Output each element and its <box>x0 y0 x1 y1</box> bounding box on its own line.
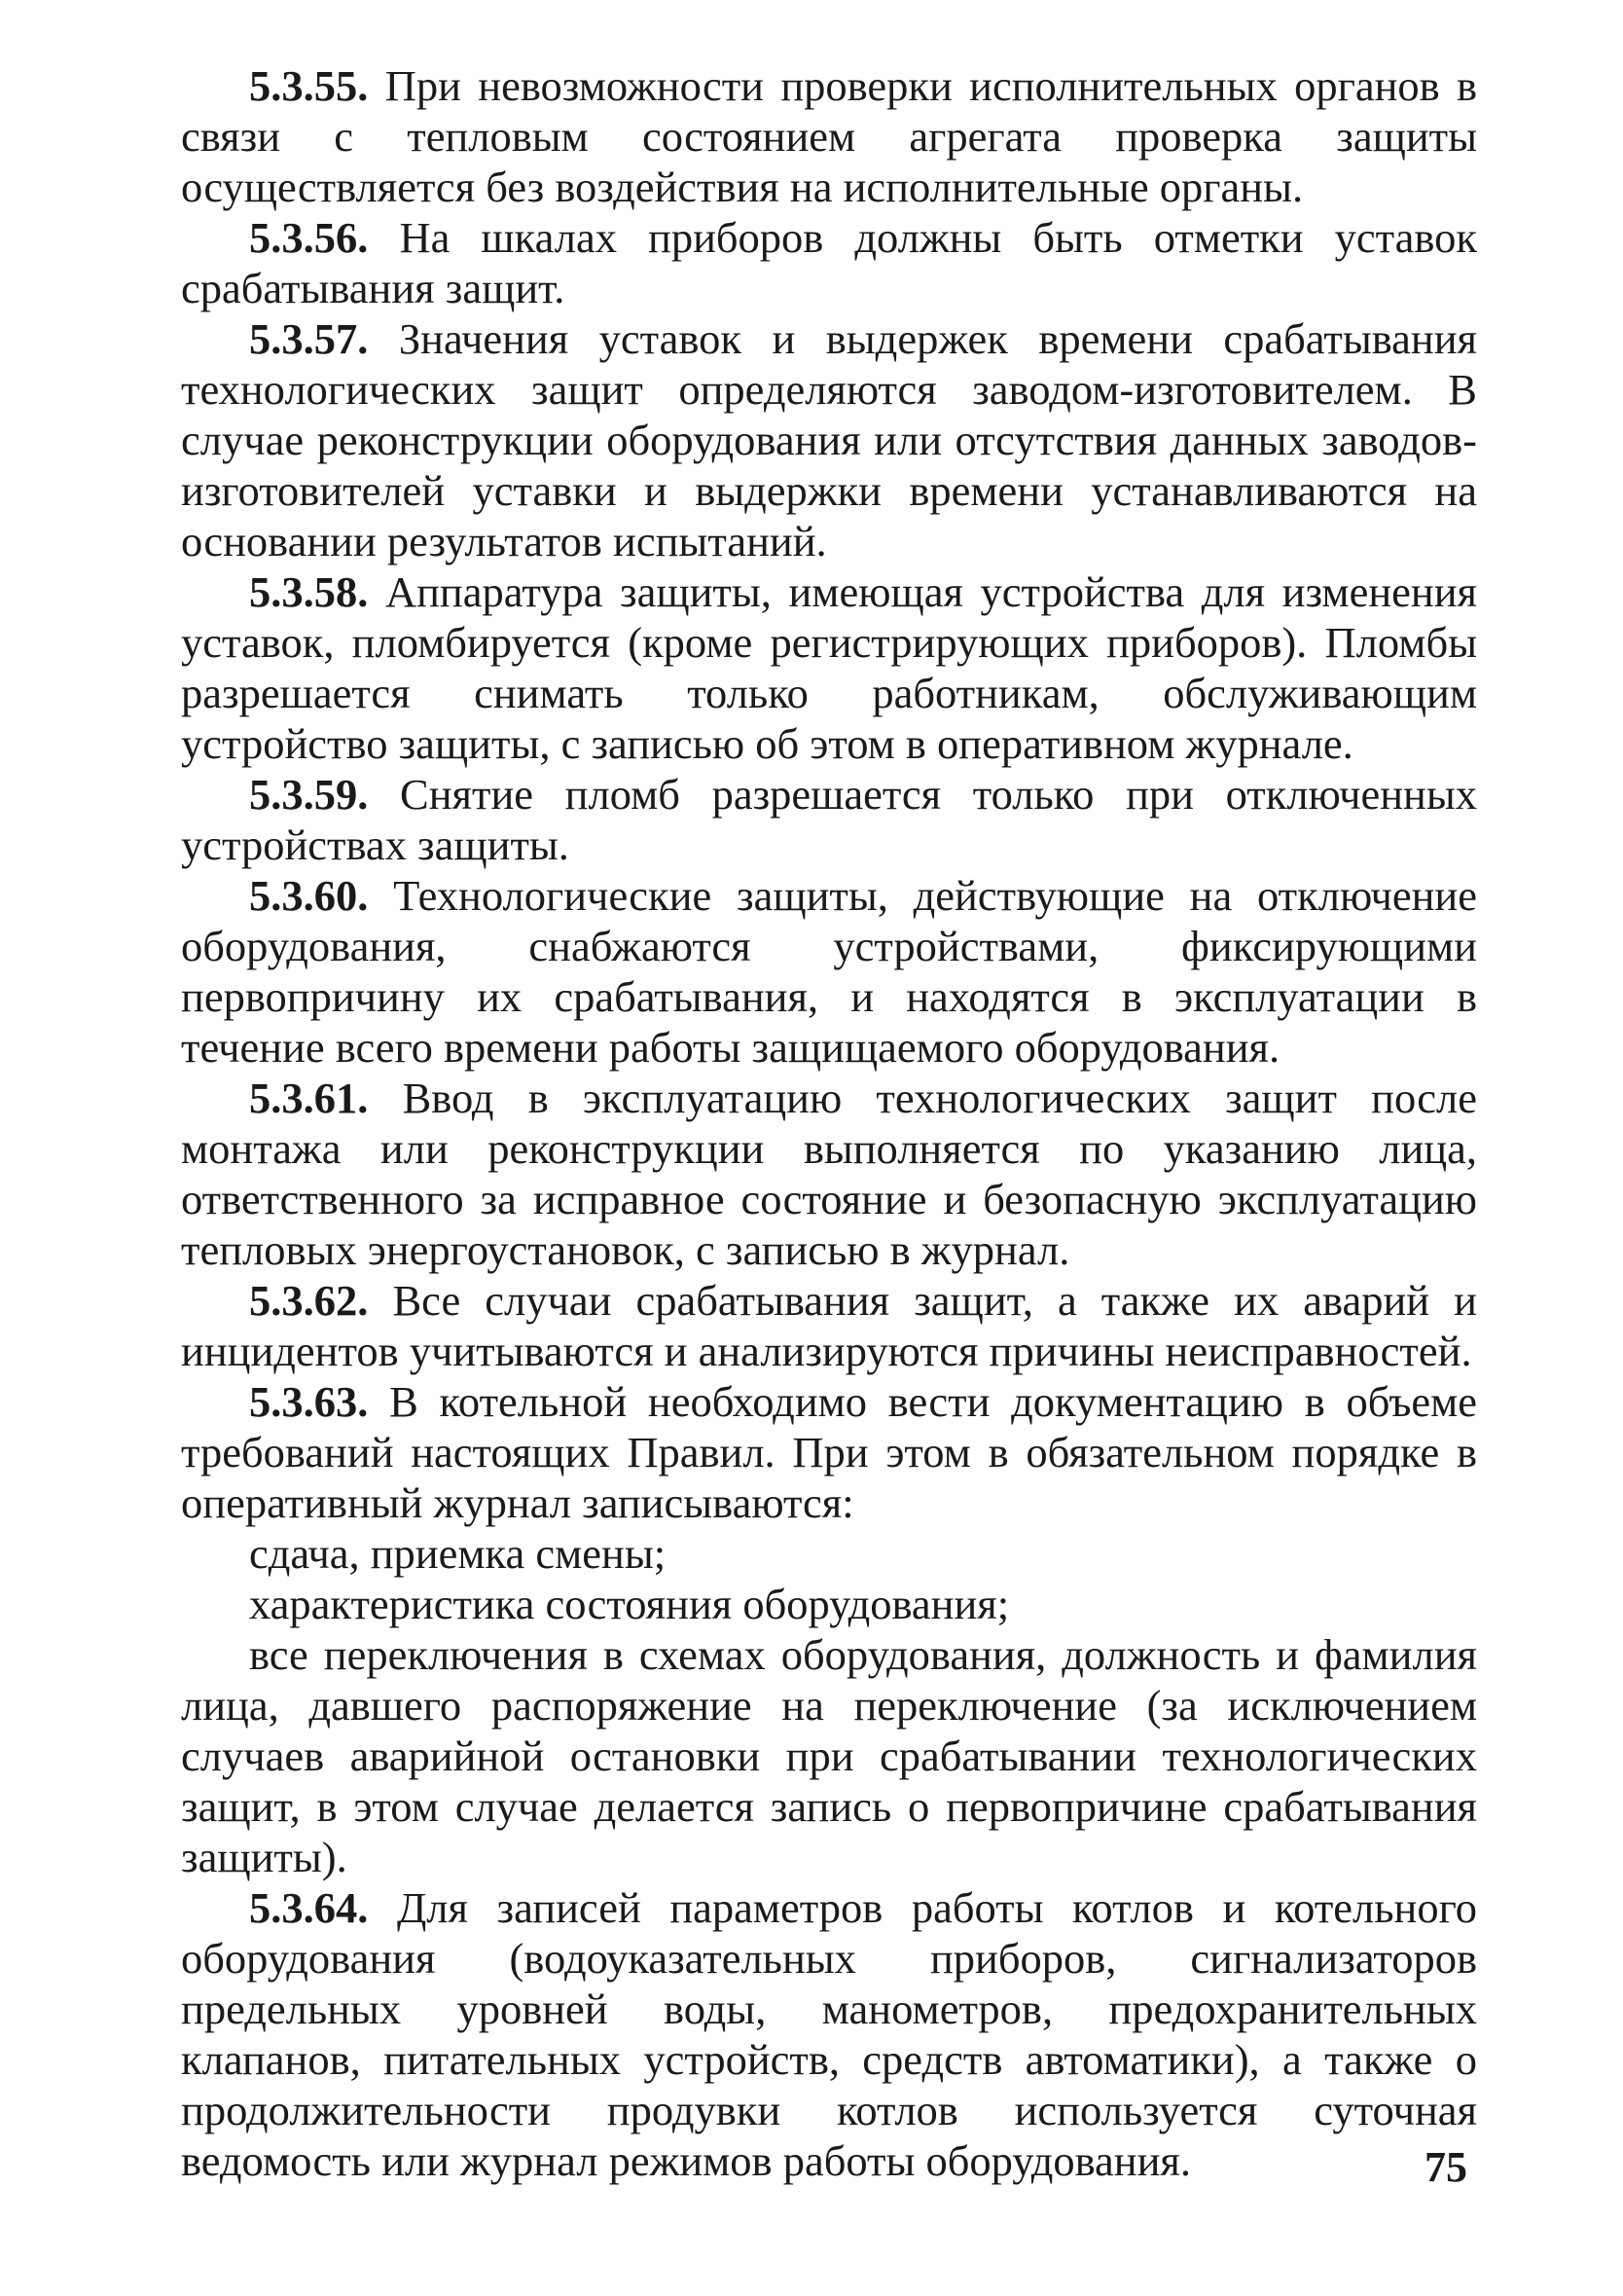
clause-number: 5.3.58. <box>249 567 369 616</box>
clause-number: 5.3.64. <box>249 1883 369 1932</box>
list-item-switching: все переключения в схемах оборудования, должность и фамилия лица, давшего распоряжение на переключение (за исключением случаев аварийной остановки при срабатывании технологических защит, в этом случае делается запись о первопричине срабатывания защиты). <box>181 1630 1477 1881</box>
clause-number: 5.3.56. <box>249 213 369 262</box>
paragraph-5-3-58 <box>181 566 1477 769</box>
paragraph-5-3-57 <box>181 313 1477 566</box>
paragraph-5-3-56 <box>181 212 1477 313</box>
clause-number: 5.3.63. <box>249 1377 369 1426</box>
clause-text: Для записей параметров работы котлов и котельного оборудования (водоуказательных приборов, сигнализаторов предельных уровней воды, манометров, предохранительных клапанов, питательных устройств, средств автоматики), а также о продолжительности продувки котлов используется суточная ведомость или журнал режимов работы оборудования. <box>181 1883 1478 2185</box>
clause-text: Ввод в эксплуатацию технологических защит после монтажа или реконструкции выполняется по указанию лица, ответственного за исправное состояние и безопасную эксплуатацию тепловых энергоустановок, с записью в журнал. <box>181 1074 1478 1274</box>
clause-text: Значения уставок и выдержек времени срабатывания технологических защит определяются заводом-изготовителем. В случае реконструкции оборудования или отсутствия данных заводов-изготовителей уставки и выдержки времени устанавливаются на основании результатов испытаний. <box>181 314 1477 565</box>
clause-text: В котельной необходимо вести документацию в объеме требований настоящих Правил. При этом в обязательном порядке в оперативный журнал записываются: <box>181 1377 1477 1527</box>
clause-number: 5.3.62. <box>249 1276 369 1325</box>
clause-number: 5.3.57. <box>249 314 369 363</box>
clause-text: Все случаи срабатывания защит, а также их аварий и инцидентов учитываются и анализируются причины неисправностей. <box>181 1276 1477 1375</box>
paragraph-5-3-62 <box>181 1275 1477 1376</box>
paragraph-5-3-64 <box>181 1882 1477 2186</box>
clause-text: При невозможности проверки исполнительных органов в связи с тепловым состоянием агрегата проверка защиты осуществляется без воздействия на исполнительные органы. <box>181 61 1478 211</box>
list-item-equipment-state: характеристика состояния оборудования; <box>249 1580 1010 1628</box>
clause-number: 5.3.59. <box>249 770 369 819</box>
paragraph-5-3-63 <box>181 1376 1477 1528</box>
paragraph-5-3-59 <box>181 769 1477 870</box>
clause-number: 5.3.60. <box>249 871 369 920</box>
list-item-shift-handover: сдача, приемка смены; <box>249 1529 667 1578</box>
clause-number: 5.3.55. <box>249 61 369 110</box>
clause-text: Аппаратура защиты, имеющая устройства для изменения уставок, пломбируется (кроме регистрирующих приборов). Пломбы разрешается снимать только работникам, обслуживающим устройство защиты, с записью об этом в оперативном журнале. <box>181 567 1477 768</box>
page-number: 75 <box>1425 2143 1467 2191</box>
clause-text: Технологические защиты, действующие на отключение оборудования, снабжаются устройствами, фиксирующими первопричину их срабатывания, и находятся в эксплуатации в течение всего времени работы защищаемого оборудования. <box>181 871 1478 1072</box>
paragraph-5-3-60 <box>181 870 1477 1073</box>
paragraph-5-3-61 <box>181 1073 1477 1275</box>
clause-number: 5.3.61. <box>249 1074 369 1122</box>
paragraph-5-3-55 <box>181 60 1477 212</box>
clause-text: На шкалах приборов должны быть отметки уставок срабатывания защит. <box>181 213 1477 312</box>
clause-text: Снятие пломб разрешается только при отключенных устройствах защиты. <box>181 770 1478 869</box>
document-body <box>181 60 1477 2186</box>
